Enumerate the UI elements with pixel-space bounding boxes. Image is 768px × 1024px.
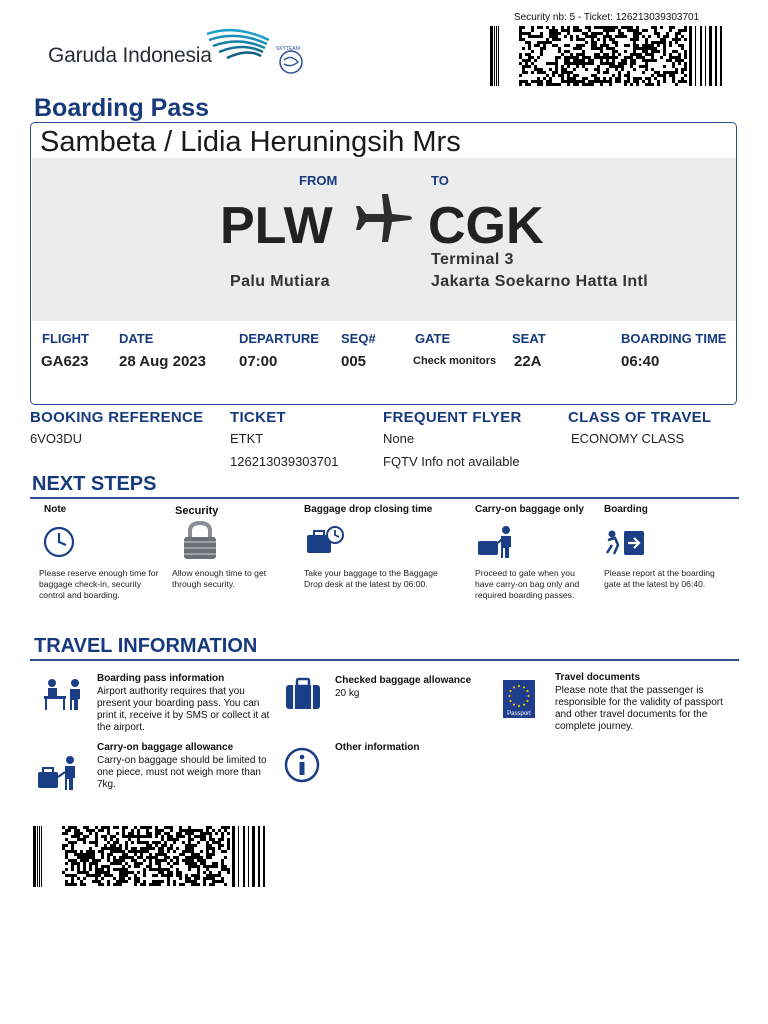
- destination-city: Jakarta Soekarno Hatta Intl: [431, 273, 649, 290]
- garuda-logo-icon: [205, 24, 310, 80]
- security-ticket-line: Security nb: 5 - Ticket: 126213039303701: [514, 12, 700, 23]
- frequent-flyer-label: FREQUENT FLYER: [383, 409, 522, 426]
- boarding-pass-info-desc: Airport authority requires that you present your boarding pass. You can print it, receive it by SMS or collect it at the airport.: [97, 686, 270, 733]
- next-steps-divider: [30, 497, 739, 499]
- origin-code: PLW: [220, 197, 333, 255]
- carry-on-allowance-desc: Carry-on baggage should be limited to one piece, must not weigh more than 7kg.: [97, 755, 267, 790]
- passport-icon: [503, 680, 535, 718]
- bottom-barcode: [33, 826, 273, 887]
- next-steps-heading: NEXT STEPS: [32, 473, 157, 495]
- gate-label: GATE: [415, 331, 451, 346]
- step-security-desc: Allow enough time to get through security.: [172, 568, 267, 589]
- step-carry-on-title: Carry-on baggage only: [475, 504, 584, 515]
- booking-reference: 6VO3DU: [30, 431, 83, 446]
- booking-reference-label: BOOKING REFERENCE: [30, 409, 204, 426]
- frequent-flyer-note: FQTV Info not available: [383, 454, 520, 469]
- suitcase-icon: [285, 677, 321, 711]
- sequence-number: 005: [341, 353, 367, 370]
- travel-documents-desc: Please note that the passenger is responsible for the validity of passport and other travel documents for the complete journey.: [555, 685, 723, 732]
- carry-on-allowance-title: Carry-on baggage allowance: [97, 742, 234, 753]
- destination-terminal: Terminal 3: [431, 251, 514, 268]
- seq-label: SEQ#: [341, 331, 376, 346]
- class-of-travel: ECONOMY CLASS: [571, 431, 685, 446]
- boarding-pass-info-title: Boarding pass information: [97, 673, 225, 684]
- step-note-desc: Please reserve enough time for baggage check-in, security control and boarding.: [39, 568, 159, 600]
- ticket-type: ETKT: [230, 431, 264, 446]
- flight-number: GA623: [41, 353, 89, 370]
- checked-baggage-title: Checked baggage allowance: [335, 675, 472, 686]
- travel-information-divider: [30, 659, 739, 661]
- padlock-icon: [178, 520, 222, 562]
- airplane-icon: [352, 192, 414, 252]
- step-boarding-desc: Please report at the boarding gate at the latest by 06:40.: [604, 568, 715, 589]
- svg-text:SKYTEAM: SKYTEAM: [276, 46, 300, 52]
- svg-text:Passport: Passport: [507, 711, 531, 717]
- step-baggage-drop-desc: Take your baggage to the Baggage Drop desk at the latest by 06:00.: [304, 568, 438, 589]
- gate-value: Check monitors: [413, 355, 497, 367]
- clock-icon: [42, 526, 76, 558]
- ticket-number: 126213039303701: [230, 454, 339, 469]
- passenger-name: Sambeta / Lidia Heruningsih Mrs: [40, 126, 461, 158]
- step-carry-on-desc: Proceed to gate when you have carry-on bag only and required boarding passes.: [475, 568, 580, 600]
- top-barcode: [490, 26, 730, 86]
- class-of-travel-label: CLASS OF TRAVEL: [568, 409, 712, 426]
- departure-time: 07:00: [239, 353, 278, 370]
- flight-label: FLIGHT: [42, 331, 89, 346]
- from-label: FROM: [299, 173, 338, 188]
- boarding-gate-icon: [606, 529, 646, 557]
- flight-date: 28 Aug 2023: [119, 353, 206, 370]
- seat-number: 22A: [514, 353, 542, 370]
- step-boarding-title: Boarding: [604, 504, 648, 515]
- date-label: DATE: [119, 331, 154, 346]
- seat-label: SEAT: [512, 331, 546, 346]
- travel-information-heading: TRAVEL INFORMATION: [34, 635, 258, 657]
- person-with-bag-icon: [476, 525, 516, 559]
- airline-logo-text: Garuda Indonesia: [48, 44, 212, 67]
- other-information-title: Other information: [335, 742, 420, 753]
- boarding-time: 06:40: [621, 353, 660, 370]
- ticket-label: TICKET: [230, 409, 286, 426]
- checked-baggage-desc: 20 kg: [335, 688, 360, 699]
- departure-label: DEPARTURE: [239, 331, 319, 346]
- baggage-clock-icon: [305, 525, 345, 557]
- origin-city: Palu Mutiara: [230, 273, 330, 290]
- info-icon: [284, 747, 320, 783]
- to-label: TO: [431, 173, 449, 188]
- frequent-flyer-value: None: [383, 431, 415, 446]
- destination-code: CGK: [428, 197, 544, 255]
- step-baggage-drop-title: Baggage drop closing time: [304, 504, 433, 515]
- boarding-time-label: BOARDING TIME: [621, 331, 727, 346]
- carry-on-icon: [36, 755, 82, 791]
- step-security-title: Security: [175, 505, 219, 517]
- step-note-title: Note: [44, 504, 67, 515]
- check-in-desk-icon: [42, 677, 86, 711]
- travel-documents-title: Travel documents: [555, 672, 641, 683]
- boarding-pass-title: Boarding Pass: [34, 94, 210, 122]
